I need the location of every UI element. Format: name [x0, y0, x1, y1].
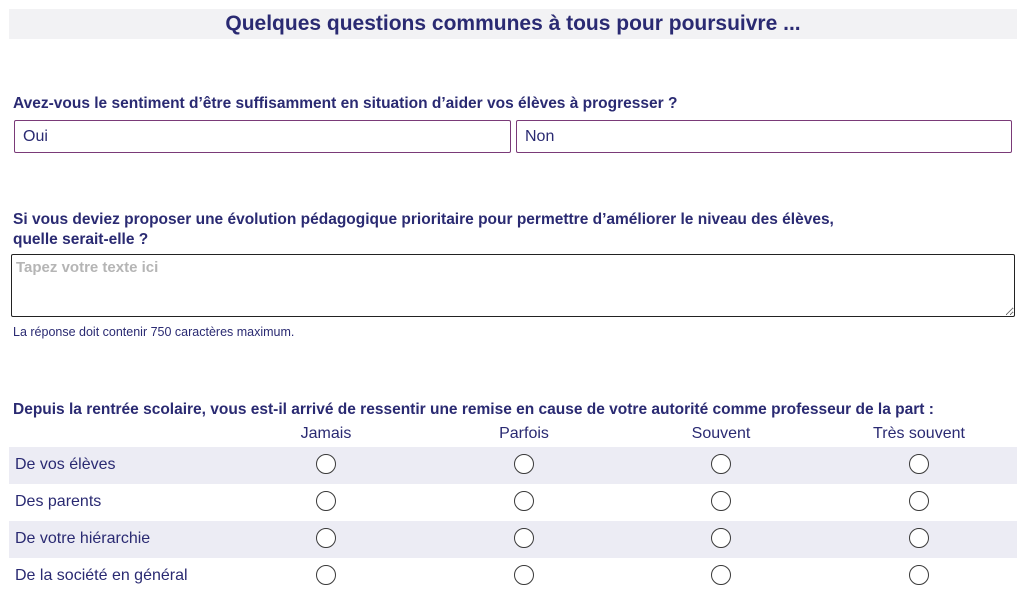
radio-parents-tres-souvent[interactable]	[909, 491, 929, 511]
grid-row-hierarchie	[9, 521, 1017, 558]
grid-row-eleves	[9, 447, 1017, 484]
column-parfois: Parfois	[499, 425, 549, 442]
radio-eleves-jamais[interactable]	[316, 454, 336, 474]
radio-parents-souvent[interactable]	[711, 491, 731, 511]
radio-eleves-souvent[interactable]	[711, 454, 731, 474]
radio-societe-tres-souvent[interactable]	[909, 565, 929, 585]
authority-grid	[9, 425, 1017, 595]
radio-hierarchie-parfois[interactable]	[514, 528, 534, 548]
grid-row-parents	[9, 484, 1017, 521]
question-3-label: Depuis la rentrée scolaire, vous est-il arrivé de ressentir une remise en cause de votre autorité comme professeur de la part :	[13, 401, 934, 418]
radio-societe-jamais[interactable]	[316, 565, 336, 585]
radio-eleves-tres-souvent[interactable]	[909, 454, 929, 474]
radio-societe-parfois[interactable]	[514, 565, 534, 585]
question-2-label	[13, 210, 834, 250]
radio-hierarchie-tres-souvent[interactable]	[909, 528, 929, 548]
section-header	[9, 9, 1017, 39]
row-label: De la société en général	[15, 567, 188, 584]
radio-hierarchie-jamais[interactable]	[316, 528, 336, 548]
grid-header	[9, 425, 1017, 447]
column-jamais: Jamais	[300, 425, 352, 442]
column-tres-souvent: Très souvent	[873, 425, 965, 442]
radio-parents-jamais[interactable]	[316, 491, 336, 511]
question-2-label-line-1: Si vous deviez proposer une évolution pédagogique prioritaire pour permettre d’améliorer le niveau des élèves,	[13, 211, 834, 228]
choice-oui[interactable]: Oui	[14, 120, 511, 153]
row-label: Des parents	[15, 493, 102, 510]
row-label: De vos élèves	[15, 456, 116, 473]
choice-non[interactable]: Non	[516, 120, 1012, 153]
question-2-label-line-2: quelle serait-elle ?	[13, 231, 149, 248]
radio-hierarchie-souvent[interactable]	[711, 528, 731, 548]
row-label: De votre hiérarchie	[15, 530, 151, 547]
radio-parents-parfois[interactable]	[514, 491, 534, 511]
proposal-textarea[interactable]	[11, 254, 1015, 317]
column-souvent: Souvent	[691, 425, 751, 442]
section-title: Quelques questions communes à tous pour poursuivre ...	[225, 12, 801, 35]
grid-row-societe	[9, 558, 1017, 595]
character-limit-hint: La réponse doit contenir 750 caractères maximum.	[13, 325, 295, 339]
radio-eleves-parfois[interactable]	[514, 454, 534, 474]
question-1-label: Avez-vous le sentiment d’être suffisamment en situation d’aider vos élèves à progresser ?	[13, 95, 678, 112]
radio-societe-souvent[interactable]	[711, 565, 731, 585]
